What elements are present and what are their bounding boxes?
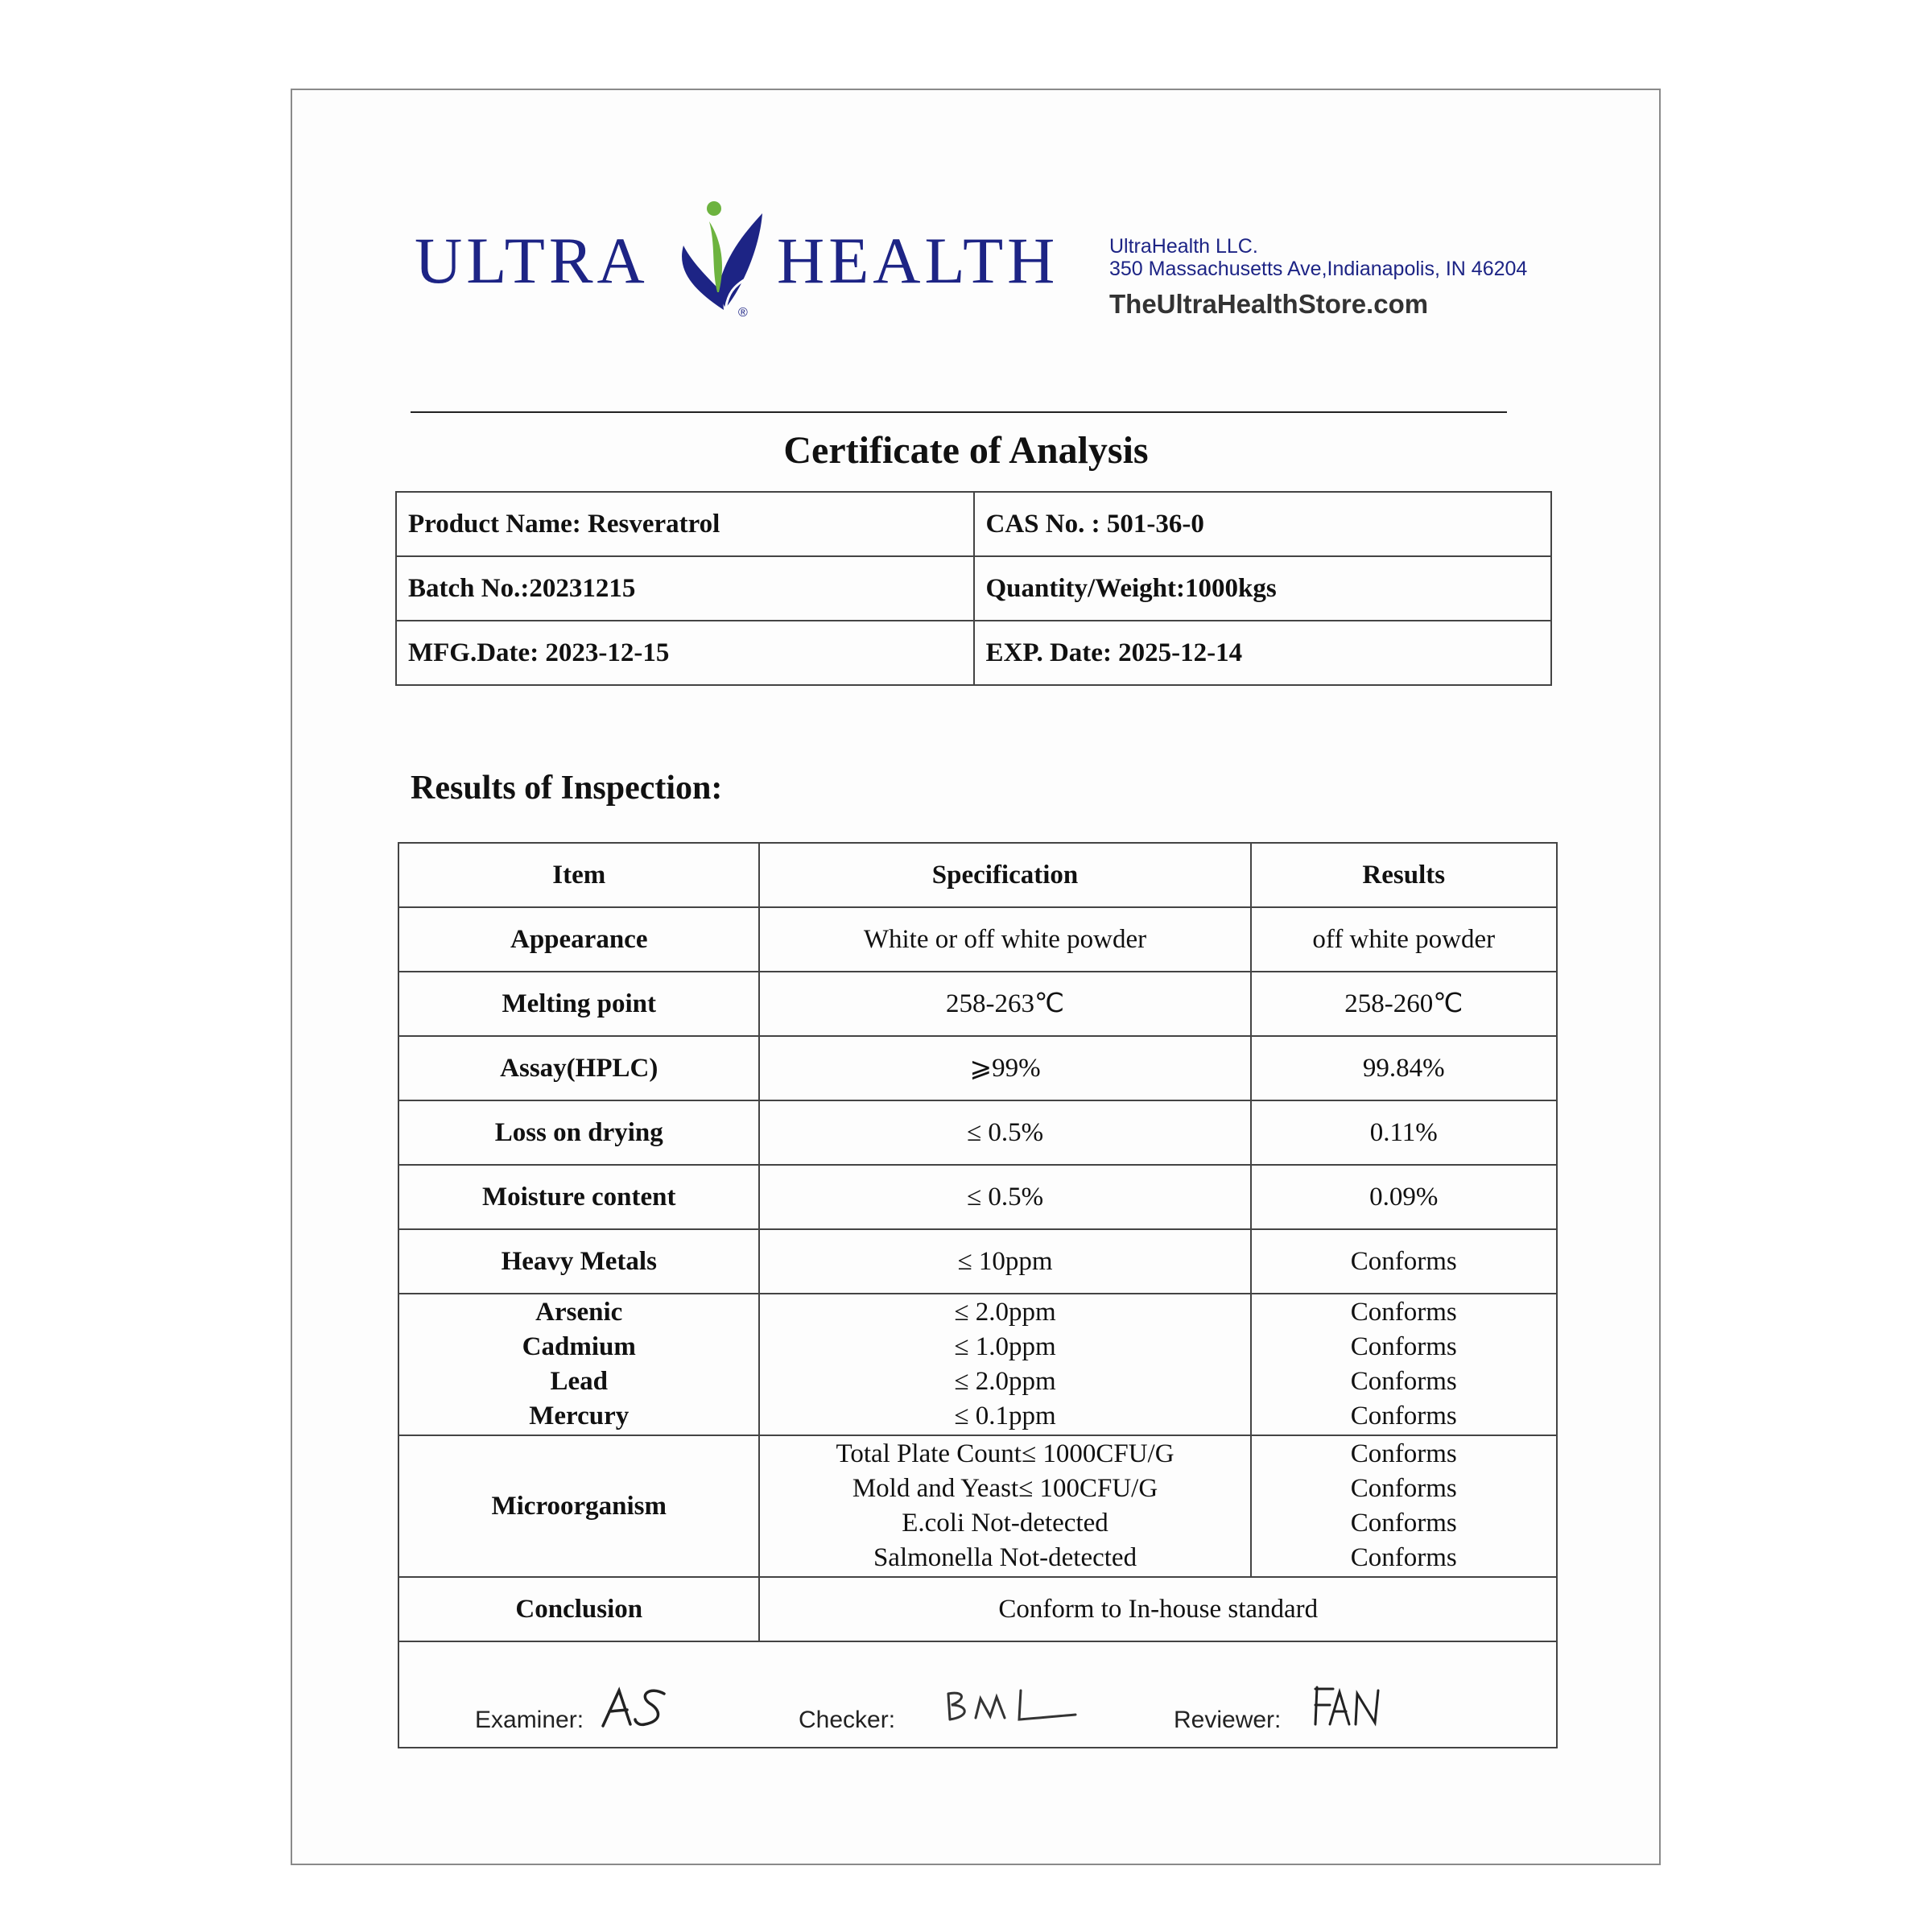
table-header-row [398,843,1557,907]
micro-result: Conforms [1350,1509,1457,1538]
row-item: Appearance [398,907,759,972]
exp-date: EXP. Date: 2025-12-14 [974,621,1552,685]
document-title: Certificate of Analysis [783,429,1149,472]
product-info-table [395,491,1552,686]
company-name: UltraHealth LLC. [1109,235,1258,258]
table-row [398,1100,1557,1165]
metals-row [398,1294,1557,1435]
company-info [1109,235,1527,319]
product-name: Product Name: Resveratrol [396,492,974,556]
conclusion-value: Conform to In-house standard [759,1577,1557,1641]
examiner-label: Examiner: [475,1707,584,1733]
conclusion-row [398,1577,1557,1641]
logo-word-left: ULTRA [415,224,649,297]
metal-spec: ≤ 1.0ppm [954,1332,1056,1361]
row-spec: White or off white powder [759,907,1250,972]
checker-label: Checker: [799,1707,896,1733]
metal-result: Conforms [1350,1367,1457,1396]
logo-word-right: HEALTH [777,224,1059,297]
micro-result: Conforms [1350,1439,1457,1468]
header-specification: Specification [759,843,1250,907]
row-spec: ≤ 0.5% [759,1100,1250,1165]
table-row [398,972,1557,1036]
leaf-logo-icon [667,197,772,318]
row-result: 0.11% [1251,1100,1557,1165]
reviewer-label: Reviewer: [1174,1707,1282,1733]
row-result: off white powder [1251,907,1557,972]
metals-specs [759,1294,1250,1435]
cas-number: CAS No. : 501-36-0 [974,492,1552,556]
row-item: Heavy Metals [398,1229,759,1294]
row-spec: 258-263℃ [759,972,1250,1036]
table-row [398,1036,1557,1100]
micro-result: Conforms [1350,1543,1457,1572]
header-results: Results [1251,843,1557,907]
metals-results [1251,1294,1557,1435]
micro-item: Microorganism [398,1435,759,1577]
registered-mark: ® [738,306,748,318]
micro-results [1251,1435,1557,1577]
header-divider [411,411,1507,413]
row-result: 99.84% [1251,1036,1557,1100]
row-item: Assay(HPLC) [398,1036,759,1100]
metal-spec: ≤ 2.0ppm [954,1298,1056,1327]
row-spec: ≤ 10ppm [759,1229,1250,1294]
metals-items [398,1294,759,1435]
metal-spec: ≤ 2.0ppm [954,1367,1056,1396]
metal-item: Cadmium [522,1332,636,1361]
row-spec: ≤ 0.5% [759,1165,1250,1229]
row-item: Melting point [398,972,759,1036]
examiner-signature [600,1684,672,1732]
metal-item: Mercury [529,1402,630,1430]
table-row [398,907,1557,972]
row-result: 0.09% [1251,1165,1557,1229]
metal-item: Lead [550,1367,608,1396]
metal-result: Conforms [1350,1332,1457,1361]
metal-result: Conforms [1350,1402,1457,1430]
table-row [398,1165,1557,1229]
reviewer-signature [1312,1682,1385,1731]
section-title: Results of Inspection: [411,770,723,807]
metal-result: Conforms [1350,1298,1457,1327]
row-item: Loss on drying [398,1100,759,1165]
batch-number: Batch No.:20231215 [396,556,974,621]
header-item: Item [398,843,759,907]
microorganism-row [398,1435,1557,1577]
micro-spec: Mold and Yeast≤ 100CFU/G [852,1474,1158,1503]
quantity-weight: Quantity/Weight:1000kgs [974,556,1552,621]
metal-spec: ≤ 0.1ppm [954,1402,1056,1430]
row-result: 258-260℃ [1251,972,1557,1036]
row-result: Conforms [1251,1229,1557,1294]
metal-item: Arsenic [535,1298,623,1327]
results-table [398,842,1558,1748]
table-row [398,1229,1557,1294]
conclusion-label: Conclusion [398,1577,759,1641]
checker-signature [943,1687,1080,1728]
micro-spec: E.coli Not-detected [902,1509,1108,1538]
micro-spec: Salmonella Not-detected [873,1543,1137,1572]
micro-specs [759,1435,1250,1577]
mfg-date: MFG.Date: 2023-12-15 [396,621,974,685]
company-website: TheUltraHealthStore.com [1109,289,1429,319]
row-spec: ⩾99% [759,1036,1250,1100]
company-logo [415,197,1059,318]
micro-spec: Total Plate Count≤ 1000CFU/G [836,1439,1174,1468]
micro-result: Conforms [1350,1474,1457,1503]
row-item: Moisture content [398,1165,759,1229]
company-address: 350 Massachusetts Ave,Indianapolis, IN 46204 [1109,258,1528,280]
